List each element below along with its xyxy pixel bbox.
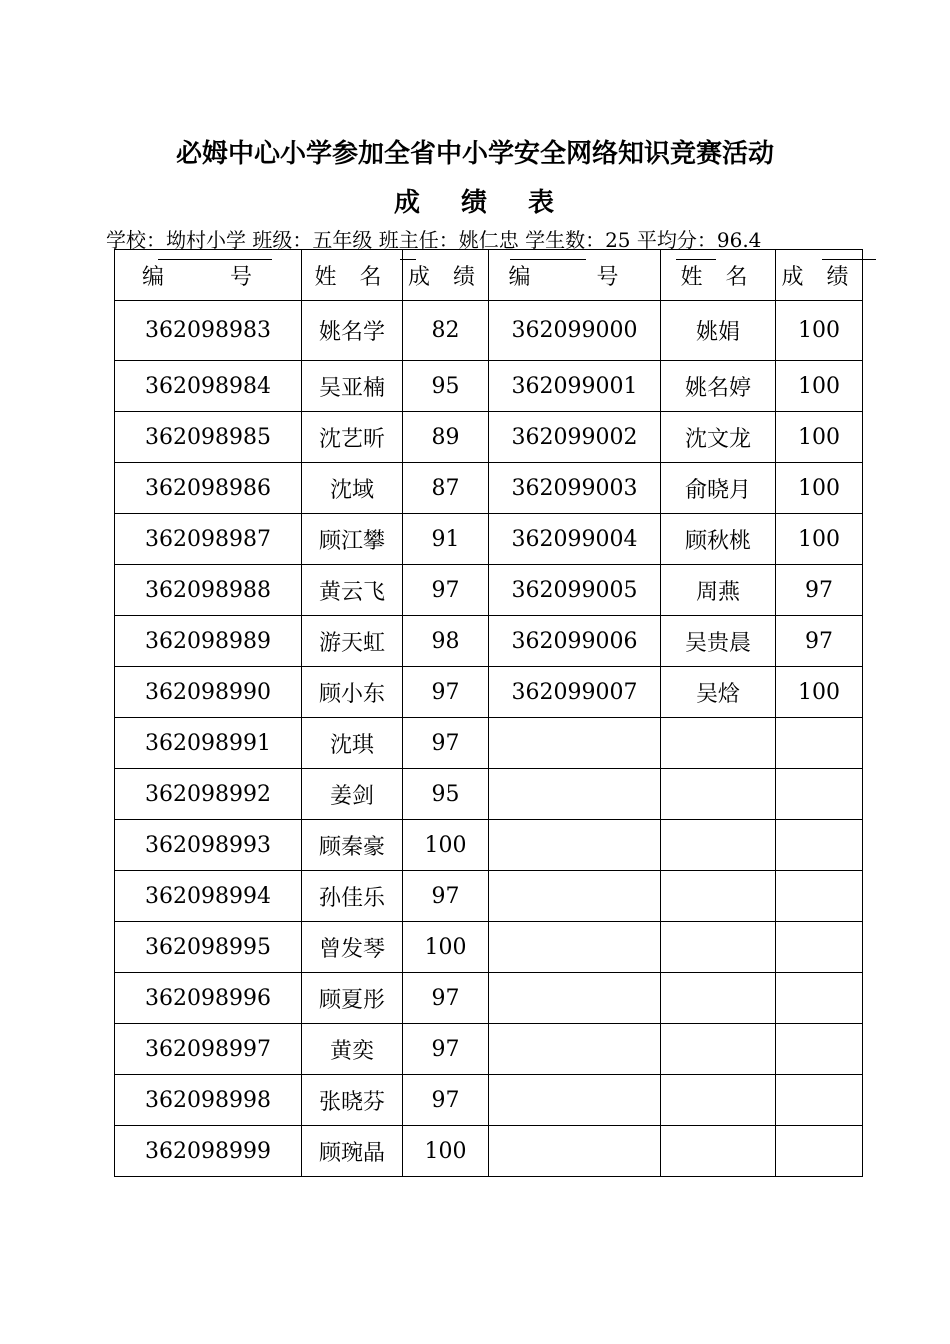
- student-id-cell: [489, 922, 661, 973]
- table-row: [115, 973, 863, 1024]
- table-row: [115, 361, 863, 412]
- student-id-cell: 362098999: [115, 1126, 302, 1177]
- student-name-cell: 沈艺昕: [302, 412, 403, 463]
- student-name-cell: [661, 973, 776, 1024]
- score-cell: [776, 1126, 863, 1177]
- header-id: 编 号: [489, 250, 661, 301]
- score-cell: 95: [403, 361, 489, 412]
- student-name-cell: [661, 922, 776, 973]
- score-cell: 97: [403, 973, 489, 1024]
- student-name-cell: 顾江攀: [302, 514, 403, 565]
- table-row: [115, 1075, 863, 1126]
- score-cell: 97: [403, 1024, 489, 1075]
- student-id-cell: 362099007: [489, 667, 661, 718]
- score-cell: [776, 718, 863, 769]
- student-name-cell: 姚名婷: [661, 361, 776, 412]
- student-name-cell: 顾小东: [302, 667, 403, 718]
- score-cell: [776, 820, 863, 871]
- score-cell: 100: [776, 463, 863, 514]
- student-name-cell: [661, 1126, 776, 1177]
- score-cell: 91: [403, 514, 489, 565]
- student-name-cell: 姜剑: [302, 769, 403, 820]
- student-id-cell: 362098983: [115, 301, 302, 361]
- table-row: [115, 718, 863, 769]
- table-row: [115, 301, 863, 361]
- student-name-cell: [661, 1075, 776, 1126]
- score-cell: 97: [403, 565, 489, 616]
- table-row: [115, 463, 863, 514]
- header-name: 姓 名: [661, 250, 776, 301]
- student-name-cell: 沈琪: [302, 718, 403, 769]
- score-cell: 97: [403, 1075, 489, 1126]
- student-id-cell: 362099003: [489, 463, 661, 514]
- student-name-cell: 张晓芬: [302, 1075, 403, 1126]
- score-cell: [776, 871, 863, 922]
- table-row: [115, 1126, 863, 1177]
- student-name-cell: 周燕: [661, 565, 776, 616]
- student-id-cell: 362098995: [115, 922, 302, 973]
- score-cell: 97: [776, 616, 863, 667]
- student-name-cell: [661, 1024, 776, 1075]
- student-name-cell: [661, 820, 776, 871]
- student-id-cell: 362098993: [115, 820, 302, 871]
- score-cell: [776, 769, 863, 820]
- student-name-cell: 吴亚楠: [302, 361, 403, 412]
- score-cell: 97: [403, 718, 489, 769]
- student-name-cell: 顾秋桃: [661, 514, 776, 565]
- student-name-cell: [661, 718, 776, 769]
- score-cell: 95: [403, 769, 489, 820]
- header-score: 成 绩: [403, 250, 489, 301]
- student-id-cell: 362098986: [115, 463, 302, 514]
- student-name-cell: 顾琬晶: [302, 1126, 403, 1177]
- student-id-cell: [489, 973, 661, 1024]
- score-cell: [776, 922, 863, 973]
- student-name-cell: 俞晓月: [661, 463, 776, 514]
- score-cell: 97: [403, 667, 489, 718]
- student-id-cell: 362098987: [115, 514, 302, 565]
- score-cell: [776, 973, 863, 1024]
- student-name-cell: 曾发琴: [302, 922, 403, 973]
- student-name-cell: 顾夏彤: [302, 973, 403, 1024]
- student-id-cell: 362099005: [489, 565, 661, 616]
- score-cell: 100: [776, 412, 863, 463]
- score-cell: 100: [776, 361, 863, 412]
- student-id-cell: 362098998: [115, 1075, 302, 1126]
- score-cell: 89: [403, 412, 489, 463]
- score-cell: 100: [403, 922, 489, 973]
- table-row: [115, 820, 863, 871]
- score-cell: 98: [403, 616, 489, 667]
- student-id-cell: 362099000: [489, 301, 661, 361]
- student-id-cell: 362099001: [489, 361, 661, 412]
- table-row: [115, 667, 863, 718]
- student-name-cell: 吴焓: [661, 667, 776, 718]
- student-id-cell: 362099004: [489, 514, 661, 565]
- grades-table: [114, 249, 863, 1177]
- student-name-cell: 沈文龙: [661, 412, 776, 463]
- student-id-cell: [489, 1024, 661, 1075]
- student-name-cell: 孙佳乐: [302, 871, 403, 922]
- student-id-cell: 362098988: [115, 565, 302, 616]
- score-cell: 97: [776, 565, 863, 616]
- student-name-cell: [661, 769, 776, 820]
- student-name-cell: 吴贵晨: [661, 616, 776, 667]
- student-name-cell: 顾秦豪: [302, 820, 403, 871]
- header-id: 编 号: [115, 250, 302, 301]
- student-id-cell: 362098990: [115, 667, 302, 718]
- student-name-cell: 沈域: [302, 463, 403, 514]
- score-cell: 87: [403, 463, 489, 514]
- header-score: 成 绩: [776, 250, 863, 301]
- score-cell: [776, 1024, 863, 1075]
- student-id-cell: [489, 1075, 661, 1126]
- student-id-cell: 362098985: [115, 412, 302, 463]
- table-row: [115, 616, 863, 667]
- table-row: [115, 412, 863, 463]
- page-title: 必姆中心小学参加全省中小学安全网络知识竞赛活动: [175, 139, 774, 169]
- student-name-cell: 黄云飞: [302, 565, 403, 616]
- header-name: 姓 名: [302, 250, 403, 301]
- student-id-cell: [489, 769, 661, 820]
- student-id-cell: [489, 718, 661, 769]
- class-info-line: 学校：坳村小学 班级：五年级 班主任：姚仁忠 学生数：25 平均分：96.4: [106, 228, 762, 252]
- student-name-cell: 游天虹: [302, 616, 403, 667]
- student-name-cell: 黄奕: [302, 1024, 403, 1075]
- student-id-cell: 362098994: [115, 871, 302, 922]
- student-id-cell: 362098989: [115, 616, 302, 667]
- score-cell: 100: [403, 820, 489, 871]
- score-cell: 100: [776, 301, 863, 361]
- student-id-cell: [489, 871, 661, 922]
- student-name-cell: [661, 871, 776, 922]
- student-id-cell: 362098984: [115, 361, 302, 412]
- score-cell: 100: [776, 514, 863, 565]
- table-row: [115, 1024, 863, 1075]
- table-row: [115, 514, 863, 565]
- student-id-cell: 362099002: [489, 412, 661, 463]
- score-cell: 100: [403, 1126, 489, 1177]
- student-id-cell: 362098996: [115, 973, 302, 1024]
- table-row: [115, 922, 863, 973]
- student-name-cell: 姚名学: [302, 301, 403, 361]
- student-id-cell: 362098991: [115, 718, 302, 769]
- student-name-cell: 姚娟: [661, 301, 776, 361]
- table-title: 成 绩 表: [393, 188, 571, 218]
- student-id-cell: [489, 820, 661, 871]
- score-cell: 100: [776, 667, 863, 718]
- score-cell: 82: [403, 301, 489, 361]
- student-id-cell: 362098997: [115, 1024, 302, 1075]
- table-row: [115, 769, 863, 820]
- header-row: [115, 250, 863, 301]
- score-cell: 97: [403, 871, 489, 922]
- score-cell: [776, 1075, 863, 1126]
- student-id-cell: 362099006: [489, 616, 661, 667]
- student-id-cell: [489, 1126, 661, 1177]
- student-id-cell: 362098992: [115, 769, 302, 820]
- table-row: [115, 565, 863, 616]
- table-row: [115, 871, 863, 922]
